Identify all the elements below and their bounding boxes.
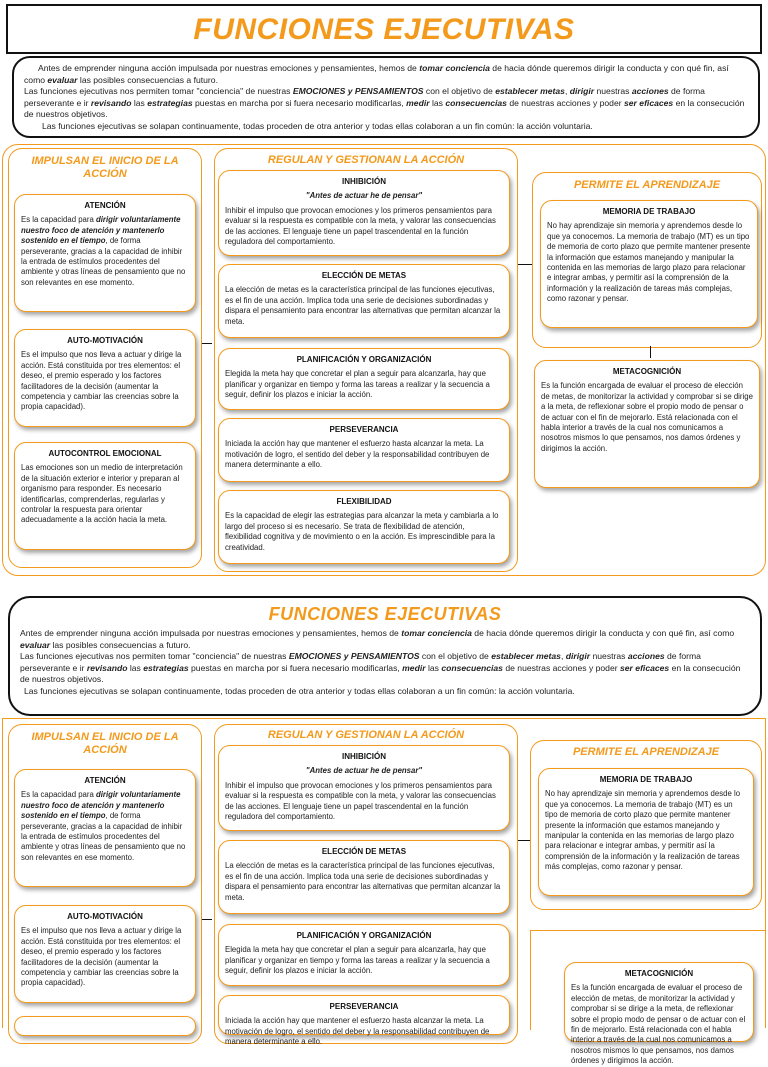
card-perseverancia-copy xyxy=(218,995,510,1047)
card-text: Inhibir el impulso que provocan emociones y los primeros pensamientos para evaluar si la respuesta es compatible con la meta, y valorar las consecuencias de las acciones. El lenguaje tiene un papel trascendental en la función reguladora del comportamiento. xyxy=(225,780,496,822)
card-text: No hay aprendizaje sin memoria y aprendemos desde lo que ya conocemos. La memoria de trabajo (MT) es un tipo de memoria de corto plazo que permite mantener presente la información que estamos manejando y manipular la contenida en las memorias de largo plazo para relacionar e integrar ambas, y permitir así la comprensión de la información y la realización de tareas más complejas, como razonar y pensar. xyxy=(547,221,751,304)
column-left-title: IMPULSAN EL INICIO DE LA ACCIÓN xyxy=(31,155,179,180)
card-text: Es el impulso que nos lleva a actuar y dirige la acción. Está constituida por tres elementos: el deseo, el premio esperado y los factores facilitadores de la decisión (aumentar la competencia y cambiar las creencias sobre la propia capacidad). xyxy=(21,350,182,412)
card-title: INHIBICIÓN xyxy=(342,752,386,761)
card-eleccion-metas-copy xyxy=(218,840,510,914)
card-quote: "Antes de actuar he de pensar" xyxy=(305,191,423,201)
card-metacognicion xyxy=(534,360,760,488)
card-memoria-trabajo xyxy=(540,200,758,328)
connector xyxy=(518,264,532,265)
card-text: Es la capacidad para dirigir voluntariamente nuestro foco de atención y mantenerlo sostenido en el tiempo, de forma perseverante, gracias a la capacidad de inhibir la entrada de estímulos procedentes del ambiente y otras líneas de pensamiento que no son relevantes en ese momento. xyxy=(21,215,186,287)
card-title: PERSEVERANCIA xyxy=(329,1002,399,1011)
card-title: ELECCIÓN DE METAS xyxy=(321,271,407,280)
card-atencion-copy xyxy=(14,769,196,887)
card-title: ATENCIÓN xyxy=(84,201,126,210)
card-title: METACOGNICIÓN xyxy=(624,969,694,978)
card-perseverancia xyxy=(218,418,510,482)
card-inhibicion-copy xyxy=(218,745,510,831)
card-text: No hay aprendizaje sin memoria y aprendemos desde lo que ya conocemos. La memoria de trabajo (MT) es un tipo de memoria de corto plazo que permite mantener presente la información que estamos manejando y manipular la contenida en las memorias de largo plazo para relacionar e integrar ambas, y permitir así la comprensión de la información y la realización de tareas más complejas, como razonar y pensar. xyxy=(545,789,741,872)
card-autocontrol-copy xyxy=(14,1016,196,1036)
card-text: Elegida la meta hay que concretar el plan a seguir para alcanzarla, hay que planificar y organizar en tiempo y forma las tareas a realizar y la secuencia a seguir, definir los plazos e iniciar la acción. xyxy=(225,945,490,976)
connector xyxy=(650,346,651,358)
page-title: FUNCIONES EJECUTIVAS xyxy=(193,13,575,46)
card-memoria-trabajo-copy xyxy=(538,768,754,896)
card-text: Iniciada la acción hay que mantener el esfuerzo hasta alcanzar la meta. La motivación de logro, el sentido del deber y la responsabilidad contribuyen de manera determinante a ello. xyxy=(225,1016,490,1047)
intro-paragraph-1: Antes de emprender ninguna acción impulsada por nuestras emociones y pensamientes, hemos de tomar conciencia de hacia dónde queremos dirigir la conducta y con qué fin, así como evaluar las posibles consecuencias a futuro. xyxy=(24,63,729,85)
card-atencion xyxy=(14,194,196,312)
column-right-title: PERMITE EL APRENDIZAJE xyxy=(572,746,720,758)
card-planificacion xyxy=(218,348,510,410)
page-title-copy: FUNCIONES EJECUTIVAS xyxy=(268,604,502,624)
card-text: La elección de metas es la característica principal de las funciones ejecutivas, es el fin de una acción. Implica toda una serie de decisiones subordinadas y dispara el pensamiento para encontrar las alternativas que permitan alcanzar la meta. xyxy=(225,861,501,902)
card-inhibicion xyxy=(218,170,510,256)
card-title: ATENCIÓN xyxy=(84,776,126,785)
intro-paragraph-1: Antes de emprender ninguna acción impulsada por nuestras emociones y pensamientes, hemos de tomar conciencia de hacia dónde queremos dirigir la conducta y con qué fin, así como evaluar las posibles consecuencias a futuro. xyxy=(20,628,735,650)
card-text: Es el impulso que nos lleva a actuar y dirige la acción. Está constituida por tres elementos: el deseo, el premio esperado y los factores facilitadores de la decisión (aumentar la competencia y cambiar las creencias sobre la propia capacidad). xyxy=(21,926,182,988)
card-autocontrol xyxy=(14,442,196,550)
card-text: Es la función encargada de evaluar el proceso de elección de metas, de monitorizar la actividad y comprobar si se dirige a la meta, de reflexionar sobre el propio modo de pensar o de actuar con el fin de mejorarlo. Está relacionada con el habla interior a través de la cual nos comunicamos a nosotros mismos lo que pensamos, nos damos órdenes y dirigimos la acción. xyxy=(541,381,753,453)
intro-paragraph-3: Las funciones ejecutivas se solapan continuamente, todas proceden de otra anterior y todas ellas colaboran a un fin común: la acción voluntaria. xyxy=(24,685,575,696)
card-title: MEMORIA DE TRABAJO xyxy=(599,775,693,784)
column-left-title: IMPULSAN EL INICIO DE LA ACCIÓN xyxy=(31,731,179,756)
card-text: La elección de metas es la característica principal de las funciones ejecutivas, es el fin de una acción. Implica toda una serie de decisiones subordinadas y dispara el pensamiento para encontrar las alternativas que permitan alcanzar la meta. xyxy=(225,285,501,326)
card-text: Elegida la meta hay que concretar el plan a seguir para alcanzarla, hay que planificar y organizar en tiempo y forma las tareas a realizar y la secuencia a seguir, definir los plazos e iniciar la acción. xyxy=(225,369,490,400)
connector xyxy=(202,343,212,344)
card-text: Es la función encargada de evaluar el proceso de elección de metas, de monitorizar la actividad y comprobar si se dirige a la meta, de reflexionar sobre el propio modo de pensar o de actuar con el fin de mejorarlo. Está relacionada con el habla interior a través de la cual nos comunicamos a nosotros mismos lo que pensamos, nos damos órdenes y dirigimos la acción. xyxy=(571,983,746,1066)
card-text: Es la capacidad para dirigir voluntariamente nuestro foco de atención y mantenerlo sostenido en el tiempo, de forma perseverante, gracias a la capacidad de inhibir la entrada de estímulos procedentes del ambiente y otras líneas de pensamiento que no son relevantes en ese momento. xyxy=(21,790,186,862)
connector xyxy=(202,919,212,920)
intro-paragraph-2: Las funciones ejecutivas nos permiten tomar "conciencia" de nuestras EMOCIONES y PENSAMIENTOS con el objetivo de establecer metas, dirigir nuestras acciones de forma perseverante e ir revisando las estrategias puestas en marcha por si fuera necesario modificarlas, medir las consecuencias de nuestras acciones y poder ser eficaces en la consecución de nuestros objetivos. xyxy=(24,86,745,120)
card-metacognicion-copy xyxy=(564,962,754,1066)
column-center-title: REGULAN Y GESTIONAN LA ACCIÓN xyxy=(267,729,465,741)
intro-box xyxy=(12,56,760,138)
column-center-title: REGULAN Y GESTIONAN LA ACCIÓN xyxy=(267,154,465,166)
card-title: PERSEVERANCIA xyxy=(329,425,399,434)
card-title: AUTO-MOTIVACIÓN xyxy=(67,912,143,921)
card-text: Iniciada la acción hay que mantener el esfuerzo hasta alcanzar la meta. La motivación de logro, el sentido del deber y la responsabilidad contribuyen de manera determinante a ello. xyxy=(225,439,490,470)
card-title: INHIBICIÓN xyxy=(342,177,386,186)
card-title: MEMORIA DE TRABAJO xyxy=(602,207,696,216)
card-title: AUTO-MOTIVACIÓN xyxy=(67,336,143,345)
card-text: Es la capacidad de elegir las estrategias para alcanzar la meta y cambiarla a lo largo del proceso si es necesario. Se trata de flexibilidad de atención, flexibilidad cognitiva y de movimiento o en la acción. Es imprescindible para la creatividad. xyxy=(225,511,499,552)
card-title: FLEXIBILIDAD xyxy=(336,497,392,506)
card-eleccion-metas xyxy=(218,264,510,338)
card-flexibilidad xyxy=(218,490,510,564)
card-quote: "Antes de actuar he de pensar" xyxy=(305,766,423,776)
card-planificacion-copy xyxy=(218,924,510,986)
intro-box-copy xyxy=(8,596,762,716)
card-automotivacion xyxy=(14,329,196,427)
card-title: METACOGNICIÓN xyxy=(612,367,682,376)
card-title: PLANIFICACIÓN Y ORGANIZACIÓN xyxy=(296,355,432,364)
card-title: PLANIFICACIÓN Y ORGANIZACIÓN xyxy=(296,931,432,940)
card-automotivacion-copy xyxy=(14,905,196,1003)
intro-paragraph-3: Las funciones ejecutivas se solapan continuamente, todas proceden de otra anterior y todas ellas colaboran a un fin común: la acción voluntaria. xyxy=(42,120,593,131)
title-box xyxy=(6,4,762,54)
card-text: Las emociones son un medio de interpretación de la situación exterior e interior y preparan al organismo para responder. Es necesario identificarlas, comprenderlas, regularlas y controlar la respuesta para orientar adecuadamente a la acción hacia la meta. xyxy=(21,463,183,525)
card-text: Inhibir el impulso que provocan emociones y los primeros pensamientos para evaluar si la respuesta es compatible con la meta, y valorar las consecuencias de las acciones. El lenguaje tiene un papel trascendental en la función reguladora del comportamiento. xyxy=(225,205,496,247)
card-title: ELECCIÓN DE METAS xyxy=(321,847,407,856)
card-title: AUTOCONTROL EMOCIONAL xyxy=(48,449,162,458)
column-right-title: PERMITE EL APRENDIZAJE xyxy=(573,179,721,191)
intro-paragraph-2: Las funciones ejecutivas nos permiten tomar "conciencia" de nuestras EMOCIONES y PENSAMIENTOS con el objetivo de establecer metas, dirigir nuestras acciones de forma perseverante e ir revisando las estrategias puestas en marcha por si fuera necesario modificarlas, medir las consecuencias de nuestras acciones y poder ser eficaces en la consecución de nuestros objetivos. xyxy=(20,651,741,685)
